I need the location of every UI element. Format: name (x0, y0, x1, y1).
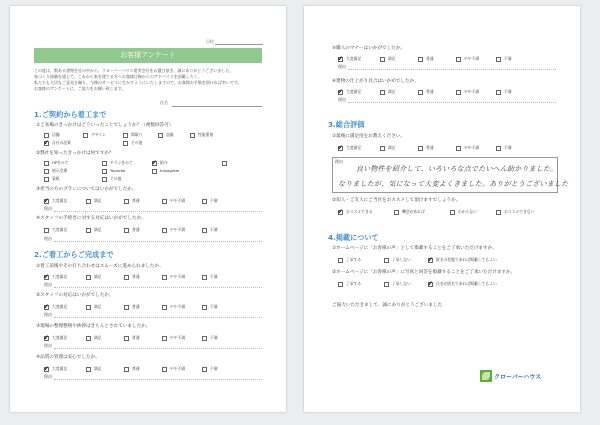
q5-rating-4[interactable]: やや不満 (162, 274, 185, 280)
q9-rating-3[interactable]: 普通 (418, 56, 434, 62)
option-q2-2[interactable]: チラシをみて (102, 160, 133, 166)
q9-rating-2[interactable]: 満足 (380, 56, 396, 62)
q3-rating-3[interactable]: 普通 (124, 198, 140, 204)
option-q1-5[interactable]: 性能重視 (190, 132, 213, 138)
q7-rating-5[interactable]: 不満 (202, 335, 218, 341)
question-4: ④スタッフの手続きに対する対応はいかがでしたか。 (36, 216, 146, 221)
q14-option-2[interactable]: 了承しない (384, 281, 411, 287)
q7-reason-label: 理由 (44, 343, 52, 348)
option-q1-4[interactable]: 品揃 (158, 132, 174, 138)
q4-rating-5[interactable]: 不満 (202, 227, 218, 233)
option-q2-4[interactable] (222, 160, 230, 166)
option-q1-6[interactable]: 自社の品質 (44, 140, 71, 146)
q11-rating-1[interactable]: 大変満足 (338, 145, 361, 151)
q5-rating-5[interactable]: 不満 (202, 274, 218, 280)
section-2-heading: 2.ご着工からご完成まで (34, 250, 114, 259)
q13-option-1[interactable]: 了承する (338, 257, 361, 263)
question-11: ①最後に満足度をお教えください。 (332, 134, 406, 139)
q10-rating-2[interactable]: 満足 (380, 89, 396, 95)
q8-rating-1[interactable]: 大変満足 (44, 366, 67, 372)
q6-rating-2[interactable]: 満足 (86, 304, 102, 310)
q5-reason-label: 理由 (44, 282, 52, 287)
section-1-heading: 1.ご契約から着工まで (34, 110, 107, 119)
q12-option-2[interactable]: 機会があれば (394, 209, 425, 215)
q10-rating-3[interactable]: 普通 (418, 89, 434, 95)
handwritten-comment-line-2: なりましたが、気になって大変よくきました。ありがとうございました (338, 180, 569, 188)
option-q2-5[interactable]: 展示会場 (44, 168, 67, 174)
q10-reason-label: 理由 (338, 97, 346, 102)
question-13: ①ホームページに「お客様の声」として掲載することをご了承いただけますか。 (332, 246, 497, 251)
q4-rating-1[interactable]: 大変満足 (44, 227, 67, 233)
q5-rating-2[interactable]: 満足 (86, 274, 102, 280)
q3-reason-label: 理由 (44, 206, 52, 211)
q6-rating-4[interactable]: やや不満 (162, 304, 185, 310)
q12-option-4[interactable]: おススメできない (496, 209, 534, 215)
option-q2-1[interactable]: HPをみて (44, 160, 69, 166)
q10-rating-1[interactable]: 大変満足 (338, 89, 361, 95)
name-label: 氏名 (160, 100, 168, 105)
q12-option-3[interactable]: わからない (450, 209, 477, 215)
q11-rating-2[interactable]: 満足 (380, 145, 396, 151)
option-q1-1[interactable]: 店舗 (44, 132, 60, 138)
intro-line-3: 私たちも大切なご意見を賜り、今後のサービスに生かすようにいたしますので、お客様お手数を頂ければ幸いです。 (34, 80, 242, 85)
q5-rating-3[interactable]: 普通 (124, 274, 140, 280)
q7-rating-1[interactable]: 大変満足 (44, 335, 67, 341)
q4-rating-4[interactable]: やや不満 (162, 227, 185, 233)
intro-line-4: お客様のアンケートに、ご協力をお願い致します。 (34, 86, 126, 91)
q10-rating-5[interactable]: 不満 (496, 89, 512, 95)
q6-rating-5[interactable]: 不満 (202, 304, 218, 310)
question-8: ④品質の管理は安心でしたか。 (36, 355, 100, 360)
thanks-text: ご協力いただきまして、誠にありがとうございました (332, 303, 443, 308)
date-label: 日付 (206, 39, 214, 44)
q14-option-3[interactable]: 氏名が匿名であれば掲載してもよい (428, 281, 497, 287)
q6-rating-1[interactable]: 大変満足 (44, 304, 67, 310)
question-3: ③担当の方のプランについてはいかがでしたか。 (36, 187, 137, 192)
q8-rating-4[interactable]: やや不満 (162, 366, 185, 372)
q14-option-1[interactable]: 了承する (338, 281, 361, 287)
q6-rating-3[interactable]: 普通 (124, 304, 140, 310)
clover-logo-icon (480, 370, 492, 382)
q7-rating-2[interactable]: 満足 (86, 335, 102, 341)
question-12: ②知人・ご友人にご当社をおススメして頂けますでしょうか。 (332, 198, 461, 203)
question-14: ②ホームページに「お客様の声」に写真と回答を掲載することをご了承いただけますか。 (332, 270, 516, 275)
handwritten-comment-line-1: 良い物件を紹介して、いろいろな点でたいへん助かりました。 (356, 165, 558, 173)
q9-reason-label: 理由 (338, 64, 346, 69)
q6-reason-label: 理由 (44, 312, 52, 317)
company-logo-text: クローバーハウス (494, 374, 542, 381)
question-2: ②弊社を知ったきっかけは何ですか？ (36, 151, 114, 156)
option-q2-7[interactable]: Instagram (152, 168, 179, 174)
section-4-heading: 4.掲載について (328, 233, 379, 242)
q13-option-3[interactable]: 匿名の状態であれば掲載してもよい (428, 257, 497, 263)
q4-rating-3[interactable]: 普通 (124, 227, 140, 233)
intro-line-1: この度は、数ある建物会社の中から、クローバーハウス建実会社をお選び頂き、誠にありがとうございました。 (34, 68, 234, 73)
option-q1-3[interactable]: 間取り (123, 132, 142, 138)
comment-label: 理由 (335, 159, 343, 164)
q4-rating-2[interactable]: 満足 (86, 227, 102, 233)
q8-rating-5[interactable]: 不満 (202, 366, 218, 372)
survey-page-right (304, 6, 580, 412)
q10-rating-4[interactable]: やや不満 (456, 89, 479, 95)
q11-rating-4[interactable]: やや不満 (456, 145, 479, 151)
survey-title-banner: お客様アンケート (34, 48, 262, 63)
option-q1-7[interactable]: その他 (123, 140, 142, 146)
option-q2-3[interactable]: 紹介 (152, 160, 168, 166)
q7-rating-3[interactable]: 普通 (124, 335, 140, 341)
option-q2-8[interactable]: 看板 (44, 176, 60, 182)
option-q1-2[interactable]: デザイン (83, 132, 106, 138)
question-6: ②スタッフの対応はいかがでしたか。 (36, 293, 114, 298)
option-q2-6[interactable]: Youtube (102, 168, 125, 174)
section-3-heading: 3.総合評価 (328, 120, 365, 129)
q9-rating-1[interactable]: 大変満足 (338, 56, 361, 62)
q7-rating-4[interactable]: やや不満 (162, 335, 185, 341)
q13-option-2[interactable]: 了承しない (384, 257, 411, 263)
q11-rating-5[interactable]: 不満 (496, 145, 512, 151)
q8-reason-label: 理由 (44, 374, 52, 379)
q4-reason-label: 理由 (44, 236, 52, 241)
q9-rating-5[interactable]: 不満 (496, 56, 512, 62)
q12-option-1[interactable]: おススメできる (338, 209, 373, 215)
survey-page-left (10, 6, 286, 412)
q3-rating-4[interactable]: やや不満 (162, 198, 185, 204)
question-9: ⑤職人のマナーはいかがでしたか。 (332, 46, 406, 51)
q3-rating-1[interactable]: 大変満足 (44, 198, 67, 204)
question-10: ⑥建物の仕上がり具合はいかがでしたか。 (332, 79, 419, 84)
q11-rating-3[interactable]: 普通 (418, 145, 434, 151)
q3-rating-2[interactable]: 満足 (86, 198, 102, 204)
option-q2-9[interactable]: その他 (102, 176, 121, 182)
q8-rating-2[interactable]: 満足 (86, 366, 102, 372)
q8-rating-3[interactable]: 普通 (124, 366, 140, 372)
q3-rating-5[interactable]: 不満 (202, 198, 218, 204)
question-1: ①ご来場のきっかけはどういったことでしょうか？（複数回答可） (36, 123, 174, 128)
question-7: ③現場の整理整頓や挨拶はきちんとされていましたか。 (36, 324, 151, 329)
q9-rating-4[interactable]: やや不満 (456, 56, 479, 62)
q5-rating-1[interactable]: 大変満足 (44, 274, 67, 280)
question-5: ①着工前後やその打ち合わせはスムーズに進められましたか。 (36, 264, 164, 269)
intro-line-2: 家づくり経験を通じて、これから家を建てる方へお客様目線からのアドバイスを頂戴したく、 (34, 74, 202, 79)
